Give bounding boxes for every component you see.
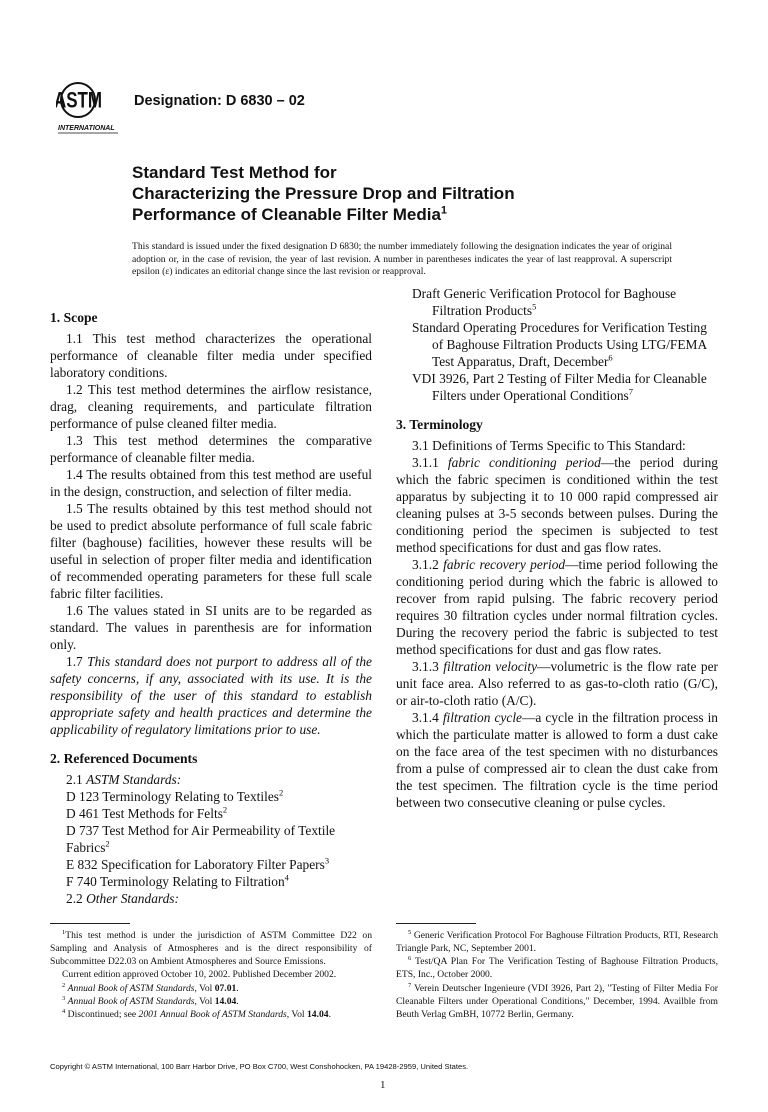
paragraph (50, 890, 372, 907)
footnote: Current edition approved October 10, 2002. Published December 2002. (62, 969, 337, 981)
section-heading: 2. Referenced Documents (50, 750, 198, 766)
safety-text: This standard does not purport to address all of the safety concerns, if any, associated with its use. It is the responsibility of the user of this standard to establish appropriate safety and health practices and determine the applicability of regulatory limitations prior to use. (50, 653, 372, 737)
footnote-ref: 5 (532, 301, 537, 312)
term-number: 3.1.1 (412, 454, 439, 470)
subheading: Other Standards: (86, 890, 179, 906)
other-reference-list (396, 285, 718, 404)
reference-item (396, 319, 718, 370)
intro-note: This standard is issued under the fixed designation D 6830; the number immediately following the designation indicates the year of original adoption or, in the case of revision, the year of last revision. A number in parentheses indicates the year of last reapproval. A superscript epsilon (ε) indicates an editorial change since the last revision or reapproval. (132, 241, 672, 277)
paragraph: 1.5 The results obtained by this test method should not be used to predict absolute performance of full scale fabric filter (baghouse) facilities, however these results will be useful in selection of proper filter media and identification of recommended operating parameters for these full scale fabric filter facilities. (50, 500, 372, 601)
reference-item (396, 370, 718, 404)
reference-item (50, 805, 372, 822)
designation: Designation: D 6830 – 02 (134, 93, 305, 109)
footnote (396, 982, 718, 1022)
reference-item (50, 788, 372, 805)
footnote-ref: 4 (284, 872, 289, 883)
term-name: filtration cycle (442, 709, 522, 725)
footnote (396, 955, 718, 982)
fn-text: . (328, 1009, 331, 1021)
fn-text: , Vol (286, 1009, 307, 1021)
term-number: 3.1.4 (412, 709, 439, 725)
term-list (396, 454, 718, 811)
ref-title: Terminology Relating to Textiles (102, 788, 279, 804)
fn-text: 2001 Annual Book of ASTM Standards (138, 1009, 287, 1021)
term-name: fabric conditioning period (447, 454, 601, 470)
fn-text: 14.04 (306, 1009, 329, 1021)
term-number: 3.1.2 (412, 556, 439, 572)
astm-reference-list (50, 788, 372, 890)
term-text: —the period during which the fabric specimen is conditioned within the test apparatus by subjecting it to 10 000 rapid compressed air cleaning pulses at 3-5 seconds between pulses. During the conditioning period the specimen is subjected to test method specifications for dust and gas flow rates. (396, 454, 718, 555)
fn-text: . (236, 982, 239, 994)
two-column-body (50, 285, 718, 907)
footnote (50, 929, 372, 969)
footnotes-right (396, 929, 718, 1022)
fn-text: 14.04 (214, 995, 237, 1007)
para-number: 2.2 (66, 890, 83, 906)
section-heading: 1. Scope (50, 309, 98, 325)
reference-item (50, 873, 372, 890)
title-text: Performance of Cleanable Filter Media (132, 205, 441, 224)
footnote-rule (50, 923, 130, 924)
page-number: 1 (380, 1078, 386, 1091)
footnote-ref: 2 (105, 838, 110, 849)
paragraph: 3.1 Definitions of Terms Specific to This Standard: (412, 437, 686, 453)
svg-text:ASTM: ASTM (56, 88, 103, 113)
paragraph (50, 771, 372, 788)
paragraph: 1.1 This test method characterizes the operational performance of cleanable filter media under specified laboratory conditions. (50, 330, 372, 380)
term-name: fabric recovery period (443, 556, 566, 572)
fn-text: Generic Verification Protocol For Baghouse Filtration Products, RTI, Research Triangle Park, NC, September 2001. (396, 929, 718, 954)
reference-item (50, 822, 372, 856)
title-line: Characterizing the Pressure Drop and Filtration (132, 184, 515, 203)
fn-text: Annual Book of ASTM Standards (67, 995, 195, 1007)
fn-text: Verein Deutscher Ingenieure (VDI 3926, Part 2), "Testing of Filter Media For Cleanable Filters under Operational Conditions," December, 1994. Availble from Beuth Verlag GmBH, 10772 Berlin, Germany. (396, 982, 719, 1021)
term-name: filtration velocity (443, 658, 538, 674)
paragraph: 1.6 The values stated in SI units are to be regarded as standard. The values in parenthesis are for information only. (50, 602, 372, 652)
footnote-ref: 7 (628, 386, 633, 397)
footnote (50, 1008, 372, 1021)
left-column (50, 285, 372, 907)
paragraph: 1.2 This test method determines the airflow resistance, drag, cleaning requirements, and particulate filtration performance of pulse cleaned filter media. (50, 381, 372, 431)
ref-title: Test Method for Air Permeability of Textile Fabrics (66, 822, 336, 855)
footnote-ref: 2 (278, 787, 284, 798)
fn-text: . (236, 995, 239, 1007)
ref-code: D 737 (66, 822, 100, 838)
fn-text: , Vol (194, 982, 215, 994)
fn-number: 7 (408, 981, 412, 989)
paragraph: 1.3 This test method determines the comparative performance of cleanable filter media. (50, 432, 372, 465)
footnotes (50, 923, 718, 1022)
term-definition (396, 454, 718, 556)
fn-text: 07.01 (214, 982, 237, 994)
title-line (132, 204, 692, 225)
term-definition (396, 556, 718, 658)
term-definition (396, 658, 718, 709)
fn-number: 2 (62, 981, 66, 989)
footnote (50, 995, 372, 1008)
ref-title: Draft Generic Verification Protocol for Baghouse Filtration Products (412, 285, 677, 318)
footnote (396, 929, 718, 956)
fn-text: This test method is under the jurisdiction of ASTM Committee D22 on Sampling and Analysis of Atmospheres and is the direct responsibility of Subcommittee D22.03 on Ambient Atmospheres and Source Emissions. (50, 929, 372, 968)
ref-title: Specification for Laboratory Filter Papers (100, 856, 325, 872)
term-text: —a cycle in the filtration process in which the particulate matter is allowed to form a dust cake on the face area of the test specimen with no disturbances from a pulse of compressed air to clean the dust cake from the test specimen. The filtration cycle is the time period between two consecutive cleaning or pulse cycles. (396, 709, 718, 810)
safety-paragraph (50, 653, 372, 738)
ref-code: F 740 (66, 873, 97, 889)
subheading: ASTM Standards: (86, 771, 182, 787)
footnotes-left (50, 929, 372, 1022)
footnote (50, 982, 372, 995)
ref-code: D 461 (66, 805, 100, 821)
ref-code: E 832 (66, 856, 98, 872)
reference-item (50, 856, 372, 873)
fn-number: 1 (62, 928, 66, 936)
section-heading: 3. Terminology (396, 416, 483, 432)
footnote-ref: 6 (608, 352, 613, 363)
fn-text: , Vol (194, 995, 215, 1007)
footnotes-left-wrap (50, 923, 372, 1022)
ref-title: VDI 3926, Part 2 Testing of Filter Media for Cleanable Filters under Operational Conditions (412, 370, 707, 403)
paragraph: 1.4 The results obtained from this test method are useful in the design, construction, and selection of filter media. (50, 466, 372, 499)
footnote-ref: 3 (324, 855, 330, 866)
fn-text: Test/QA Plan For The Verification Testing of Baghouse Filtration Products, ETS, Inc., October 2000. (396, 956, 718, 981)
term-number: 3.1.3 (412, 658, 439, 674)
ref-title: Standard Operating Procedures for Verification Testing of Baghouse Filtration Products Using LTG/FEMA Test Apparatus, Draft, December (412, 319, 707, 369)
term-text: —volumetric is the flow rate per unit face area. Also referred to as gas-to-cloth ratio (G/C), or air-to-cloth ratio (A/C). (396, 658, 718, 708)
ref-title: Terminology Relating to Filtration (100, 873, 285, 889)
ref-title: Test Methods for Felts (102, 805, 223, 821)
footnote-rule (396, 923, 476, 924)
term-definition (396, 709, 718, 811)
right-column (396, 285, 718, 811)
fn-number: 5 (408, 928, 412, 936)
ref-code: D 123 (66, 788, 100, 804)
fn-number: 4 (62, 1008, 66, 1016)
fn-number: 3 (62, 994, 66, 1002)
footnote-ref: 2 (222, 804, 228, 815)
footnote-ref: 1 (440, 204, 448, 217)
fn-number: 6 (408, 954, 412, 962)
svg-text:INTERNATIONAL: INTERNATIONAL (58, 125, 115, 132)
footnotes-right-wrap (396, 923, 718, 1022)
para-number: 2.1 (66, 771, 83, 787)
para-number: 1.7 (66, 653, 83, 669)
document-title (132, 162, 692, 225)
fn-text: Annual Book of ASTM Standards (67, 982, 195, 994)
copyright: Copyright © ASTM International, 100 Barr Harbor Drive, PO Box C700, West Conshohocken, PA 19428-2959, United States. (50, 1061, 469, 1071)
fn-text: Discontinued; see (67, 1009, 139, 1021)
reference-item (396, 285, 718, 319)
title-line: Standard Test Method for (132, 163, 337, 182)
term-text: —time period following the conditioning period during which the fabric is allowed to recover from rapid pulsing. The fabric recovery period requires 30 filtration cycles under normal filtration cycles. During the recovery period the fabric is subjected to test method specifications for dust and gas flow rates. (396, 556, 718, 657)
